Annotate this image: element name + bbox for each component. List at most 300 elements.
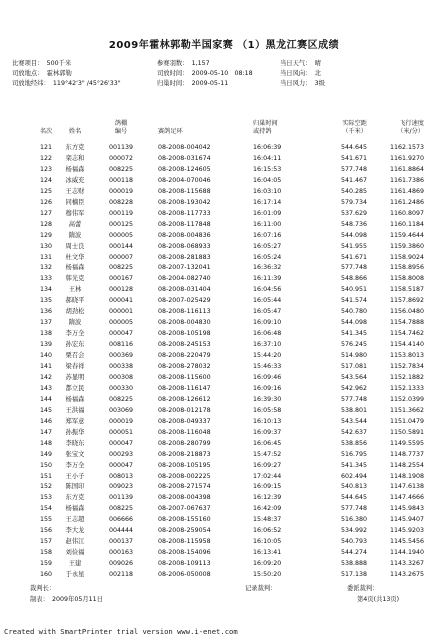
- cell-name: 王志超: [65, 516, 85, 524]
- cell-ring-number: 08-2006-050008: [158, 571, 211, 579]
- cell-rank: 121: [39, 144, 53, 151]
- cell-distance: 579.734: [340, 198, 367, 206]
- cell-ring-number: 08-2008-278032: [158, 363, 211, 370]
- cell-loft-number: 000128: [108, 286, 134, 294]
- cell-loft-number: 009026: [108, 560, 134, 568]
- cell-loft-number: 008228: [108, 198, 134, 206]
- table-row: [0, 306, 448, 317]
- cell-distance: 541.345: [340, 461, 367, 469]
- table-row: [0, 372, 448, 383]
- cell-ring-number: 08-2008-155160: [158, 516, 211, 524]
- cell-ring-number: 08-2008-281883: [158, 253, 211, 261]
- cell-loft-number: 000330: [108, 384, 134, 392]
- cell-ring-number: 08-2008-109113: [158, 560, 211, 568]
- cell-ring-number: 08-2008-193042: [158, 198, 211, 206]
- cell-ring-number: 08-2008-002225: [158, 472, 211, 480]
- cell-return-time: 15:46:33: [253, 363, 282, 370]
- cell-distance: 542.962: [340, 384, 367, 392]
- cell-speed: 1145.9203: [389, 527, 424, 535]
- cell-speed: 1161.7386: [389, 176, 424, 184]
- cell-ring-number: 08-2008-245153: [158, 341, 211, 349]
- cell-return-time: 15:48:37: [253, 516, 282, 524]
- cell-name: 高蕾: [68, 220, 82, 228]
- table-row: [0, 317, 448, 328]
- table-row: [0, 405, 448, 416]
- cell-name: 杨福森: [65, 264, 85, 272]
- cell-loft-number: 000369: [108, 352, 134, 360]
- cell-loft-number: 008225: [108, 264, 134, 272]
- cell-rank: 137: [39, 319, 53, 327]
- cell-return-time: 16:06:39: [253, 144, 282, 151]
- cell-rank: 156: [39, 527, 53, 535]
- header-speed-1: 飞行速度: [399, 120, 424, 127]
- cell-ring-number: 08-2008-115600: [158, 373, 211, 381]
- cell-speed: 1147.4666: [389, 494, 424, 502]
- cell-distance: 538.888: [340, 560, 367, 568]
- cell-loft-number: 000005: [108, 319, 134, 327]
- cell-speed: 1159.3860: [389, 242, 424, 250]
- header-ring-2: 编号: [114, 128, 128, 135]
- cell-name: 苏显明: [65, 373, 85, 381]
- cell-distance: 543.564: [340, 373, 367, 381]
- cell-loft-number: 004444: [108, 527, 134, 535]
- cell-loft-number: 000118: [108, 176, 134, 184]
- cell-speed: 1144.1940: [389, 549, 424, 557]
- cell-distance: 544.098: [340, 231, 367, 239]
- feathers-count: 参赛羽数： 1,157: [157, 60, 210, 67]
- table-row: [0, 241, 448, 252]
- cell-distance: 548.736: [340, 220, 367, 228]
- cell-distance: 514.980: [340, 352, 367, 360]
- cell-speed: 1156.0480: [389, 308, 424, 316]
- cell-ring-number: 08-2007-067637: [158, 505, 211, 513]
- cell-speed: 1152.1333: [389, 384, 424, 392]
- cell-loft-number: 000163: [108, 549, 134, 557]
- cell-speed: 1154.7888: [389, 319, 424, 327]
- cell-name: 李万全: [65, 461, 85, 469]
- cell-rank: 155: [39, 516, 53, 524]
- cell-speed: 1150.5891: [389, 428, 424, 436]
- cell-return-time: 16:09:20: [253, 560, 282, 568]
- cell-ring-number: 08-2004-082740: [158, 275, 211, 283]
- cell-name: 冰威充: [65, 176, 85, 184]
- table-row: [0, 514, 448, 525]
- cell-return-time: 16:05:47: [253, 308, 282, 316]
- cell-distance: 516.795: [340, 450, 367, 458]
- cell-speed: 1160.1184: [389, 220, 424, 228]
- cell-ring-number: 08-2008-116147: [158, 384, 211, 392]
- cell-speed: 1148.7737: [389, 450, 424, 458]
- cell-rank: 145: [39, 406, 53, 414]
- cell-loft-number: 000293: [108, 450, 134, 458]
- cell-rank: 150: [39, 461, 53, 469]
- header-distance-2: （千米）: [342, 128, 367, 135]
- cell-return-time: 16:09:37: [253, 428, 282, 436]
- header-ring-1: 鸽棚: [114, 120, 128, 127]
- cell-ring-number: 08-2004-070046: [158, 176, 211, 184]
- cell-speed: 1160.8097: [389, 209, 424, 217]
- cell-rank: 157: [39, 538, 53, 546]
- cell-speed: 1148.2554: [389, 461, 424, 469]
- cell-speed: 1145.9407: [389, 516, 424, 524]
- header-ring-no: 赛鸽足环: [158, 128, 183, 135]
- cell-loft-number: 000005: [108, 231, 134, 239]
- cell-speed: 1161.4869: [389, 187, 424, 195]
- cell-loft-number: 002118: [108, 571, 134, 579]
- cell-ring-number: 08-2008-004398: [158, 494, 211, 502]
- table-row: [0, 219, 448, 230]
- cell-distance: 538.856: [340, 439, 367, 447]
- cell-rank: 146: [39, 417, 53, 425]
- cell-rank: 125: [39, 187, 53, 195]
- header-rank: 名次: [39, 128, 53, 135]
- cell-return-time: 16:17:14: [253, 198, 282, 206]
- cell-loft-number: 000144: [108, 242, 134, 250]
- cell-loft-number: 000119: [108, 209, 134, 217]
- cell-rank: 154: [39, 505, 53, 513]
- cell-speed: 1151.3662: [389, 406, 424, 414]
- table-row: [0, 525, 448, 536]
- cell-name: 东方克: [65, 144, 85, 151]
- cell-speed: 1161.9270: [389, 154, 424, 162]
- cell-loft-number: 000041: [108, 297, 134, 305]
- made-date: 制表： 2009年05月11日: [30, 596, 103, 603]
- cell-distance: 516.380: [340, 516, 367, 524]
- cell-speed: 1158.8008: [389, 275, 424, 283]
- cell-speed: 1148.1908: [389, 472, 424, 480]
- header-return-2: 或持鸽: [253, 128, 272, 135]
- cell-name: 都立民: [65, 384, 85, 392]
- cell-loft-number: 000047: [108, 461, 134, 469]
- cell-return-time: 16:11:39: [253, 275, 282, 283]
- cell-loft-number: 008013: [108, 472, 134, 480]
- cell-return-time: 16:06:52: [253, 527, 282, 535]
- cell-rank: 147: [39, 428, 53, 436]
- cell-return-time: 16:05:58: [253, 406, 282, 414]
- cell-ring-number: 08-2008-004042: [158, 144, 211, 151]
- header-distance-1: 实际空距: [342, 120, 367, 127]
- cell-distance: 544.645: [340, 144, 367, 151]
- cell-distance: 577.748: [340, 505, 367, 513]
- table-row: [0, 492, 448, 503]
- table-row: [0, 547, 448, 558]
- cell-loft-number: 000047: [108, 330, 134, 338]
- table-row: [0, 481, 448, 492]
- table-row: [0, 438, 448, 449]
- cell-return-time: 16:09:27: [253, 461, 282, 469]
- cell-speed: 1153.8013: [389, 352, 424, 360]
- cell-rank: 128: [39, 220, 53, 228]
- cell-speed: 1158.9024: [389, 253, 424, 261]
- cell-ring-number: 08-2008-049337: [158, 417, 211, 425]
- cell-distance: 576.245: [340, 341, 367, 349]
- cell-return-time: 16:09:16: [253, 384, 282, 392]
- cell-return-time: 16:05:27: [253, 242, 282, 250]
- cell-rank: 133: [39, 275, 53, 283]
- cell-ring-number: 08-2007-132041: [158, 264, 211, 272]
- cell-speed: 1154.4140: [389, 341, 424, 349]
- table-row: [0, 394, 448, 405]
- cell-rank: 135: [39, 297, 53, 305]
- cell-distance: 542.637: [340, 428, 367, 436]
- cell-loft-number: 000125: [108, 220, 134, 228]
- cell-return-time: 15:47:52: [253, 450, 282, 458]
- table-row: [0, 230, 448, 241]
- cell-rank: 122: [39, 154, 53, 162]
- cell-distance: 544.645: [340, 494, 367, 502]
- cell-name: 王洪福: [65, 406, 85, 414]
- cell-ring-number: 08-2008-115958: [158, 538, 211, 546]
- cell-return-time: 16:06:45: [253, 439, 282, 447]
- table-row: [0, 142, 448, 153]
- table-row: [0, 536, 448, 547]
- cell-loft-number: 001139: [108, 494, 134, 502]
- cell-distance: 541.955: [340, 242, 367, 250]
- cell-return-time: 16:01:09: [253, 209, 282, 217]
- cell-distance: 541.345: [340, 330, 367, 338]
- cell-ring-number: 08-2008-124605: [158, 165, 211, 173]
- cell-distance: 541.671: [340, 253, 367, 261]
- cell-name: 孙振华: [65, 428, 85, 436]
- cell-rank: 132: [39, 264, 53, 272]
- cell-return-time: 15:44:20: [253, 352, 282, 360]
- cell-ring-number: 08-2008-154096: [158, 549, 211, 557]
- race-project: 比赛项目： 500千米: [12, 60, 72, 67]
- cell-ring-number: 08-2008-004836: [158, 231, 211, 239]
- cell-name: 同楠臣: [65, 198, 85, 206]
- cell-return-time: 15:50:20: [253, 571, 282, 579]
- cell-distance: 540.951: [340, 286, 367, 294]
- cell-name: 李万全: [65, 330, 85, 338]
- header-return-1: 归巢时间: [253, 120, 278, 127]
- cell-distance: 537.629: [340, 209, 367, 217]
- cell-rank: 142: [39, 373, 53, 381]
- cell-return-time: 16:09:10: [253, 319, 282, 327]
- cell-distance: 517.138: [340, 571, 367, 579]
- cell-ring-number: 08-2008-105195: [158, 461, 211, 469]
- table-row: [0, 471, 448, 482]
- table-row: [0, 328, 448, 339]
- cell-name: 王林: [68, 286, 82, 294]
- cell-ring-number: 08-2008-012178: [158, 406, 211, 414]
- wind-direction: 当日风向： 北: [280, 70, 321, 77]
- cell-ring-number: 08-2008-126612: [158, 395, 211, 403]
- cell-speed: 1162.1573: [389, 144, 424, 151]
- cell-return-time: 16:09:46: [253, 373, 282, 381]
- cell-distance: 538.801: [340, 406, 367, 414]
- cell-loft-number: 000019: [108, 187, 134, 195]
- cell-return-time: 16:09:15: [253, 483, 282, 491]
- header-name: 姓名: [68, 128, 82, 135]
- cell-rank: 160: [39, 571, 53, 579]
- cell-speed: 1159.4644: [389, 231, 424, 239]
- cell-ring-number: 08-2008-117848: [158, 220, 211, 228]
- cell-speed: 1152.0399: [389, 395, 424, 403]
- cell-return-time: 16:39:30: [253, 395, 282, 403]
- cell-distance: 577.748: [340, 264, 367, 272]
- table-row: [0, 175, 448, 186]
- cell-name: 东方克: [65, 494, 85, 502]
- table-row: [0, 427, 448, 438]
- cell-loft-number: 001139: [108, 144, 134, 151]
- cell-name: 王建: [68, 560, 82, 568]
- cell-name: 梁春祥: [65, 363, 85, 370]
- cell-return-time: 16:37:10: [253, 341, 282, 349]
- return-time: 归巢时间： 2009-05-11: [157, 80, 229, 87]
- cell-loft-number: 000167: [108, 275, 134, 283]
- cell-return-time: 16:06:48: [253, 330, 282, 338]
- cell-loft-number: 008225: [108, 165, 134, 173]
- cell-loft-number: 000072: [108, 154, 134, 162]
- cell-return-time: 16:12:39: [253, 494, 282, 502]
- cell-ring-number: 08-2008-218873: [158, 450, 211, 458]
- table-row: [0, 186, 448, 197]
- cell-return-time: 16:36:32: [253, 264, 282, 272]
- cell-name: 陈国印: [65, 483, 85, 491]
- cell-rank: 127: [39, 209, 53, 217]
- table-row: [0, 503, 448, 514]
- cell-loft-number: 008116: [108, 341, 134, 349]
- table-row: [0, 361, 448, 372]
- table-row: [0, 262, 448, 273]
- cell-ring-number: 08-2008-031404: [158, 286, 211, 294]
- table-row: [0, 416, 448, 427]
- cell-speed: 1157.8692: [389, 297, 424, 305]
- cell-ring-number: 08-2008-115688: [158, 187, 211, 195]
- cell-name: 杨福森: [65, 505, 85, 513]
- cell-loft-number: 000001: [108, 308, 134, 316]
- cell-loft-number: 000007: [108, 253, 134, 261]
- cell-name: 杜文华: [65, 253, 85, 261]
- cell-name: 杨福森: [65, 165, 85, 173]
- cell-speed: 1143.3267: [389, 560, 424, 568]
- cell-name: 李大龙: [65, 527, 85, 535]
- cell-rank: 136: [39, 308, 53, 316]
- cell-rank: 141: [39, 363, 53, 370]
- cell-distance: 602.494: [340, 472, 367, 480]
- cell-speed: 1147.6138: [389, 483, 424, 491]
- table-row: [0, 284, 448, 295]
- cell-speed: 1143.2675: [389, 571, 424, 579]
- cell-speed: 1151.0479: [389, 417, 424, 425]
- cell-distance: 540.780: [340, 308, 367, 316]
- table-row: [0, 295, 448, 306]
- cell-rank: 148: [39, 439, 53, 447]
- cell-name: 王小子: [65, 472, 85, 480]
- cell-rank: 153: [39, 494, 53, 502]
- cell-name: 胡劲松: [65, 308, 85, 316]
- weather: 当日天气： 晴: [280, 60, 321, 67]
- cell-return-time: 16:10:05: [253, 538, 282, 546]
- cell-speed: 1145.9843: [389, 505, 424, 513]
- table-row: [0, 208, 448, 219]
- cell-distance: 540.813: [340, 483, 367, 491]
- cell-name: 穆伟军: [65, 209, 85, 217]
- page-title: 2009年霍林郭勒半国家赛 （1）黑龙江赛区成绩: [108, 40, 340, 51]
- cell-speed: 1161.8864: [389, 165, 424, 173]
- cell-rank: 144: [39, 395, 53, 403]
- table-row: [0, 383, 448, 394]
- cell-distance: 517.081: [340, 363, 367, 370]
- cell-rank: 140: [39, 352, 53, 360]
- cell-name: 刘俭福: [65, 549, 85, 557]
- cell-name: 郑军意: [65, 417, 85, 425]
- cell-return-time: 16:13:41: [253, 549, 282, 557]
- cell-speed: 1152.1882: [389, 373, 424, 381]
- header-speed-2: （米/分）: [397, 128, 424, 135]
- cell-name: 韩光克: [65, 275, 85, 283]
- cell-distance: 543.544: [340, 417, 367, 425]
- cell-name: 隋波: [68, 231, 82, 239]
- cell-rank: 151: [39, 472, 53, 480]
- cell-rank: 158: [39, 549, 53, 557]
- cell-distance: 534.992: [340, 527, 367, 535]
- cell-rank: 130: [39, 242, 53, 250]
- cell-distance: 541.574: [340, 297, 367, 305]
- table-row: [0, 273, 448, 284]
- table-row: [0, 197, 448, 208]
- wind-force: 当日风力： 3级: [280, 80, 325, 87]
- cell-ring-number: 08-2007-025429: [158, 297, 211, 305]
- cell-distance: 541.467: [340, 176, 367, 184]
- cell-loft-number: 003069: [108, 406, 134, 414]
- cell-speed: 1152.7834: [389, 363, 424, 370]
- cell-ring-number: 08-2008-004830: [158, 319, 211, 327]
- cell-distance: 541.671: [340, 154, 367, 162]
- cell-ring-number: 08-2008-031674: [158, 154, 211, 162]
- cell-loft-number: 008225: [108, 505, 134, 513]
- cell-name: 隋波: [68, 319, 82, 327]
- table-row: [0, 339, 448, 350]
- referee-label: 裁判长：: [30, 585, 56, 592]
- cell-return-time: 16:04:56: [253, 286, 282, 294]
- cell-speed: 1158.8956: [389, 264, 424, 272]
- cell-return-time: 16:03:10: [253, 187, 282, 195]
- cell-ring-number: 08-2008-116048: [158, 428, 211, 436]
- table-row: [0, 569, 448, 580]
- cell-loft-number: 008225: [108, 395, 134, 403]
- cell-name: 张宝文: [65, 450, 85, 458]
- cell-loft-number: 000019: [108, 417, 134, 425]
- cell-distance: 540.285: [340, 187, 367, 195]
- cell-distance: 577.748: [340, 395, 367, 403]
- table-row: [0, 460, 448, 471]
- cell-loft-number: 000308: [108, 373, 134, 381]
- cell-return-time: 16:42:09: [253, 505, 282, 513]
- cell-speed: 1154.7462: [389, 330, 424, 338]
- watermark-text: Created with SmartPrinter trial version www.i-enet.com: [4, 627, 238, 636]
- cell-loft-number: 000338: [108, 363, 134, 370]
- cell-loft-number: 000047: [108, 439, 134, 447]
- cell-name: 赵伟江: [65, 538, 85, 546]
- cell-rank: 149: [39, 450, 53, 458]
- cell-ring-number: 08-2008-068933: [158, 242, 211, 250]
- cell-rank: 152: [39, 483, 53, 491]
- cell-return-time: 16:15:53: [253, 165, 282, 173]
- cell-ring-number: 08-2008-105198: [158, 330, 211, 338]
- cell-distance: 544.274: [340, 549, 367, 557]
- page-number: 第4页(共13页): [357, 596, 400, 603]
- table-row: [0, 153, 448, 164]
- cell-return-time: 16:04:05: [253, 176, 282, 184]
- cell-distance: 577.748: [340, 165, 367, 173]
- cell-ring-number: 08-2008-220479: [158, 352, 211, 360]
- cell-loft-number: 000137: [108, 538, 134, 546]
- cell-rank: 131: [39, 253, 53, 261]
- cell-loft-number: 009023: [108, 483, 134, 491]
- cell-return-time: 16:05:44: [253, 297, 282, 305]
- table-row: [0, 252, 448, 263]
